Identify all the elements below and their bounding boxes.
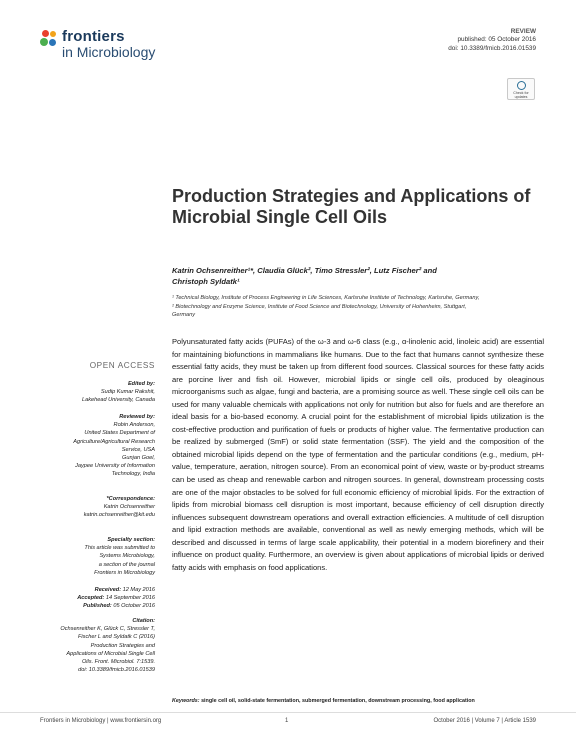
open-access-label: OPEN ACCESS xyxy=(89,361,155,370)
edited-by-section xyxy=(10,380,155,405)
specialty-line: a section of the journal xyxy=(98,561,155,568)
author-list xyxy=(172,265,542,287)
specialty-line: This article was submitted to xyxy=(84,545,155,552)
reviewer-line: United States Department of xyxy=(84,430,155,437)
editor-affiliation: Lakehead University, Canada xyxy=(82,397,155,404)
reviewed-by-label: Reviewed by: xyxy=(119,414,155,420)
page-number: 1 xyxy=(285,718,289,724)
badge-label: Check for updates xyxy=(513,91,529,99)
reviewer-line: Service, USA xyxy=(121,446,155,453)
correspondence-label: *Correspondence: xyxy=(106,496,155,502)
citation-doi[interactable]: doi: 10.3389/fmicb.2016.01539 xyxy=(78,667,155,674)
citation-line: Ochsenreither K, Glück C, Stressler T, xyxy=(60,626,155,633)
accepted-date: Accepted: 14 September 2016 xyxy=(77,595,155,602)
article-type: REVIEW xyxy=(510,28,536,35)
specialty-line: Systems Microbiology, xyxy=(99,553,155,560)
received-date: Received: 12 May 2016 xyxy=(94,587,155,593)
affiliation-2: ² Biotechnology and Enzyme Science, Institute of Food Science and Biotechnology, University of Hohenheim, Stuttgart, xyxy=(172,303,467,310)
specialty-section xyxy=(10,536,155,577)
logo-journal-name: in Microbiology xyxy=(62,44,156,60)
check-for-updates-badge[interactable] xyxy=(507,78,535,100)
reviewer-line: Agriculture/Agricultural Research xyxy=(73,438,155,445)
affiliations xyxy=(172,294,542,320)
citation-label: Citation: xyxy=(132,618,155,624)
published-date-side: Published: 05 October 2016 xyxy=(83,603,155,610)
footer-divider xyxy=(0,712,576,713)
correspondence-section xyxy=(10,495,155,520)
abstract-text: Polyunsaturated fatty acids (PUFAs) of the ω-3 and ω-6 class (e.g., α-linolenic acid, linoleic acid) are essential for maintaining biofunctions in mammalians like humans. Due to the fact that humans cannot synthesize these essential fatty acids, they must be taken up from different food sources. Classical sources for these fatty acids are porcine liver and fish oil. However, microbial lipids or single cell oils, produced by oleaginous microorganisms such as algae, fungi and bacteria, are a promising source as well. These single cell oils can be used for many valuable chemicals with applications not only for nutrition but also for fuels and are therefore an ideal basis for a bio-based economy. A crucial point for the establishment of microbial lipids utilization is the cost-effective production and purification of fuels or products of higher value. The fermentative production can be realized by submerged (SmF) or solid state fermentation (SSF). The yield and the composition of the obtained microbial lipids depend on the type of fermentation and the particular conditions (e.g., medium, pH-value, temperature, aeration, nitrogen source). From an economical point of view, waste or by-product streams can be used as cheap and renewable carbon and nitrogen sources. In general, downstream processing costs are one of the major obstacles to be solved for full economic efficiency of microbial lipids. For the extraction of lipids from microbial biomass cell disruption is most important, because efficiency of cell disruption directly influences subsequent downstream operations and overall extraction efficiencies. A multitude of cell disruption and lipid extraction methods are available, conventional as well as newly emerging methods, which will be described and discussed in terms of large scale applicability, their potential in a modern biorefinery and their influence on product quality. Furthermore, an overview is given about applications of microbial lipids or derived fatty acids with emphasis on food applications. xyxy=(172,337,544,572)
keywords-list: single cell oil, solid-state fermentation, submerged fermentation, downstream processing, food application xyxy=(201,698,475,704)
logo-wordmark: frontiers xyxy=(62,28,125,45)
reviewed-by-section xyxy=(10,413,155,479)
editor-name: Sudip Kumar Rakshit, xyxy=(100,389,155,396)
reviewer-line: Technology, India xyxy=(111,471,155,478)
reviewer-line: Robin Anderson, xyxy=(113,422,155,429)
affiliation-1: ¹ Technical Biology, Institute of Process Engineering in Life Sciences, Karlsruhe Institute of Technology, Karlsruhe, Germany, xyxy=(172,295,480,301)
citation-line: Production Strategies and xyxy=(90,642,155,649)
article-meta xyxy=(448,28,536,53)
citation-line: Fischer L and Syldatk C (2016) xyxy=(77,634,155,641)
article-title: Production Strategies and Applications of Microbial Single Cell Oils xyxy=(172,186,531,227)
citation-line: Oils. Front. Microbiol. 7:1539. xyxy=(81,659,155,666)
authors-line-2: Christoph Syldatk¹ xyxy=(172,277,240,286)
correspondence-name: Katrin Ochsenreither xyxy=(103,504,155,511)
footer-journal[interactable]: Frontiers in Microbiology | www.frontiersin.org xyxy=(40,718,162,724)
keywords-label: Keywords: xyxy=(172,698,200,704)
journal-logo xyxy=(40,28,180,68)
update-check-icon xyxy=(517,81,526,90)
affiliation-3: Germany xyxy=(172,312,196,319)
published-date: published: 05 October 2016 xyxy=(457,36,536,44)
citation-line: Applications of Microbial Single Cell xyxy=(66,650,155,657)
correspondence-email[interactable]: katrin.ochsenreither@kit.edu xyxy=(83,512,155,519)
dates-section xyxy=(10,586,155,611)
article-doi[interactable]: doi: 10.3389/fmicb.2016.01539 xyxy=(448,44,536,52)
specialty-line: Frontiers in Microbiology xyxy=(94,569,155,576)
reviewer-line: Jaypee University of Information xyxy=(75,463,155,470)
specialty-label: Specialty section: xyxy=(107,537,155,543)
citation-section xyxy=(10,617,155,674)
authors-line-1: Katrin Ochsenreither¹*, Claudia Glück², Timo Stressler², Lutz Fischer² and xyxy=(172,266,437,275)
keywords xyxy=(172,697,544,705)
frontiers-logo-icon xyxy=(40,30,60,50)
reviewer-line: Gunjan Goel, xyxy=(122,455,155,462)
edited-by-label: Edited by: xyxy=(127,381,155,387)
footer-issue: October 2016 | Volume 7 | Article 1539 xyxy=(433,718,536,724)
